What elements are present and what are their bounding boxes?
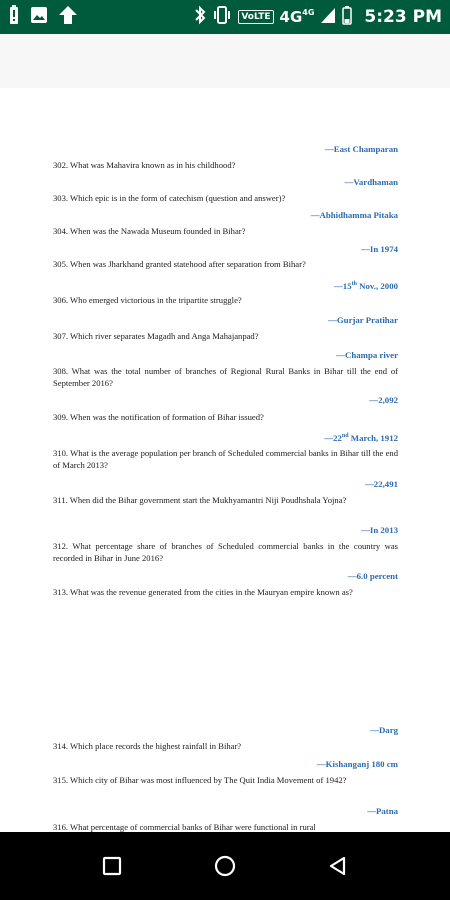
recent-apps-button[interactable] bbox=[72, 832, 152, 900]
question-text: 304. When was the Nawada Museum founded in Bihar? bbox=[53, 226, 246, 236]
answer-text: —In 2013 bbox=[361, 525, 398, 535]
question-text: 316. What percentage of commercial banks of Bihar were functional in rural bbox=[53, 822, 316, 832]
navigation-bar bbox=[0, 832, 450, 900]
answer-text: —Darg bbox=[370, 725, 398, 735]
clock: 5:23 PM bbox=[364, 7, 442, 27]
question-text: 302. What was Mahavira known as in his childhood? bbox=[53, 160, 236, 170]
status-bar bbox=[0, 0, 450, 34]
bluetooth-icon bbox=[194, 5, 206, 29]
image-icon bbox=[30, 6, 48, 28]
battery-icon bbox=[342, 5, 352, 29]
upload-arrow-icon bbox=[58, 5, 78, 29]
back-button[interactable] bbox=[298, 832, 378, 900]
answer-text: —6.0 percent bbox=[347, 571, 398, 581]
question-text: 305. When was Jharkhand granted statehood after separation from Bihar? bbox=[53, 259, 306, 269]
answer-text: —Champa river bbox=[336, 350, 398, 360]
question-text: 314. Which place records the highest rainfall in Bihar? bbox=[53, 741, 242, 751]
question-text: 312. What percentage share of branches of Scheduled commercial banks in the country was recorded in Bihar in June 2016? bbox=[53, 541, 398, 563]
question-text: 310. What is the average population per branch of Scheduled commercial banks in Bihar till the end of March 2013? bbox=[53, 448, 398, 470]
answer-text: —Abhidhamma Pitaka bbox=[310, 210, 398, 220]
question-text: 308. What was the total number of branches of Regional Rural Banks in Bihar till the end of September 2016? bbox=[53, 366, 398, 388]
question-text: 303. Which epic is in the form of catechism (question and answer)? bbox=[53, 193, 286, 203]
answer-text: —22nd March, 1912 bbox=[324, 432, 398, 443]
answer-text: —Kishanganj 180 cm bbox=[316, 759, 398, 769]
app-toolbar bbox=[0, 34, 450, 88]
document-page[interactable] bbox=[0, 88, 450, 832]
battery-alert-icon bbox=[8, 5, 20, 29]
answer-text: —Gurjar Pratihar bbox=[328, 315, 398, 325]
question-text: 306. Who emerged victorious in the tripartite struggle? bbox=[53, 295, 242, 305]
home-button[interactable] bbox=[185, 832, 265, 900]
vibrate-icon bbox=[212, 5, 232, 29]
question-text: 309. When was the notification of formation of Bihar issued? bbox=[53, 412, 264, 422]
triangle-back-icon bbox=[328, 856, 348, 876]
answer-text: —15th Nov., 2000 bbox=[334, 280, 398, 291]
question-text: 315. Which city of Bihar was most influenced by The Quit India Movement of 1942? bbox=[53, 775, 347, 785]
answer-text: —Vardhaman bbox=[344, 177, 398, 187]
answer-text: —In 1974 bbox=[361, 244, 398, 254]
signal-icon bbox=[320, 6, 336, 28]
question-text: 307. Which river separates Magadh and Anga Mahajanpad? bbox=[53, 331, 259, 341]
answer-text: —22,491 bbox=[365, 479, 398, 489]
question-text: 313. What was the revenue generated from the cities in the Mauryan empire known as? bbox=[53, 587, 353, 597]
network-type-label: 4G $^{4G}$ bbox=[279, 8, 315, 26]
answer-text: —East Champaran bbox=[324, 144, 398, 154]
answer-text: —Patna bbox=[367, 806, 398, 816]
circle-icon bbox=[214, 855, 236, 877]
square-icon bbox=[102, 856, 122, 876]
answer-text: —2,092 bbox=[369, 395, 398, 405]
volte-badge: VoLTE bbox=[238, 10, 273, 24]
question-text: 311. When did the Bihar government start the Mukhyamantri Niji Poudhshala Yojna? bbox=[53, 495, 347, 505]
